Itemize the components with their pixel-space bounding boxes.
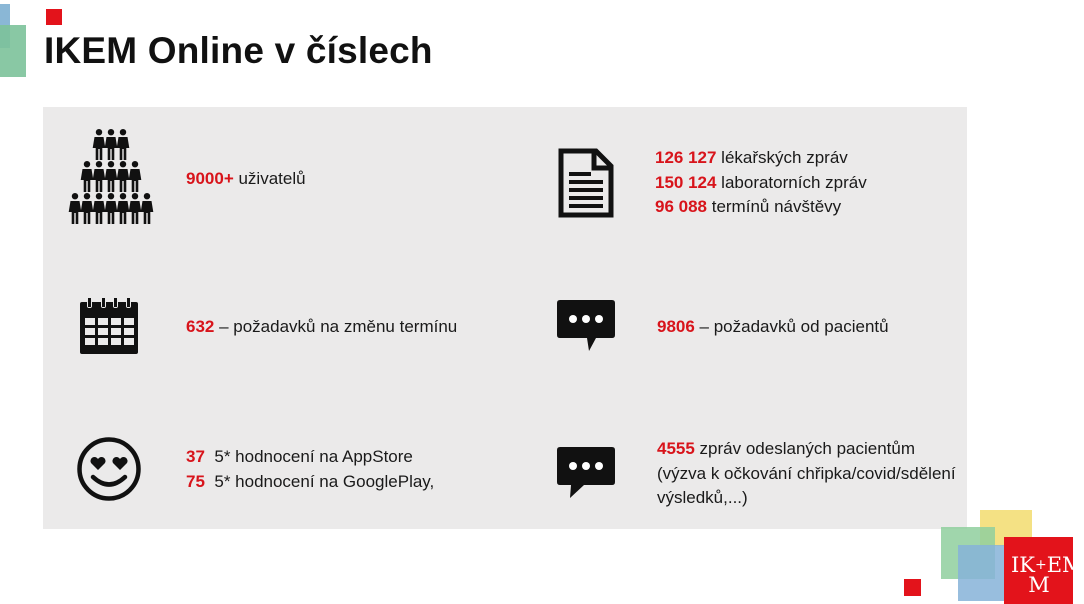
stat-messages-line1: 4555 zpráv odeslaných pacientům bbox=[657, 439, 916, 458]
document-icon bbox=[558, 148, 614, 218]
stat-messages bbox=[657, 437, 956, 511]
stat-messages-line2: (výzva k očkování chřipka/covid/sdělení bbox=[657, 463, 956, 483]
stat-ratings-googleplay: 75 5* hodnocení na GooglePlay, bbox=[186, 471, 435, 491]
deco-red-square-top bbox=[46, 9, 62, 25]
stat-ratings bbox=[186, 445, 434, 494]
ikem-logo-text: IK+EM M bbox=[1011, 553, 1084, 597]
stat-reports-visits: 96 088 termínů návštěvy bbox=[655, 197, 842, 216]
page-title: IKEM Online v číslech bbox=[44, 30, 433, 71]
chat-bubble-icon bbox=[556, 299, 616, 353]
stat-reports-medical: 126 127 lékařských zpráv bbox=[655, 148, 848, 167]
stat-reports-lab: 150 124 laboratorních zpráv bbox=[655, 172, 867, 192]
deco-red-square-bottom bbox=[904, 579, 921, 596]
stat-users: 9000+ uživatelů bbox=[186, 169, 306, 188]
deco-green-block-top bbox=[0, 25, 26, 77]
people-pyramid-icon bbox=[65, 127, 157, 227]
calendar-icon bbox=[78, 296, 140, 356]
stat-reports bbox=[655, 146, 867, 220]
stat-messages-line3: výsledků,...) bbox=[657, 488, 748, 507]
heart-eyes-smiley-icon bbox=[76, 436, 142, 502]
stat-patient-requests: 9806 – požadavků od pacientů bbox=[657, 317, 889, 336]
chat-bubble-icon bbox=[556, 446, 616, 500]
ikem-logo bbox=[1004, 537, 1084, 604]
stat-ratings-appstore: 37 5* hodnocení na AppStore bbox=[186, 447, 413, 466]
stat-reschedule: 632 – požadavků na změnu termínu bbox=[186, 317, 458, 336]
